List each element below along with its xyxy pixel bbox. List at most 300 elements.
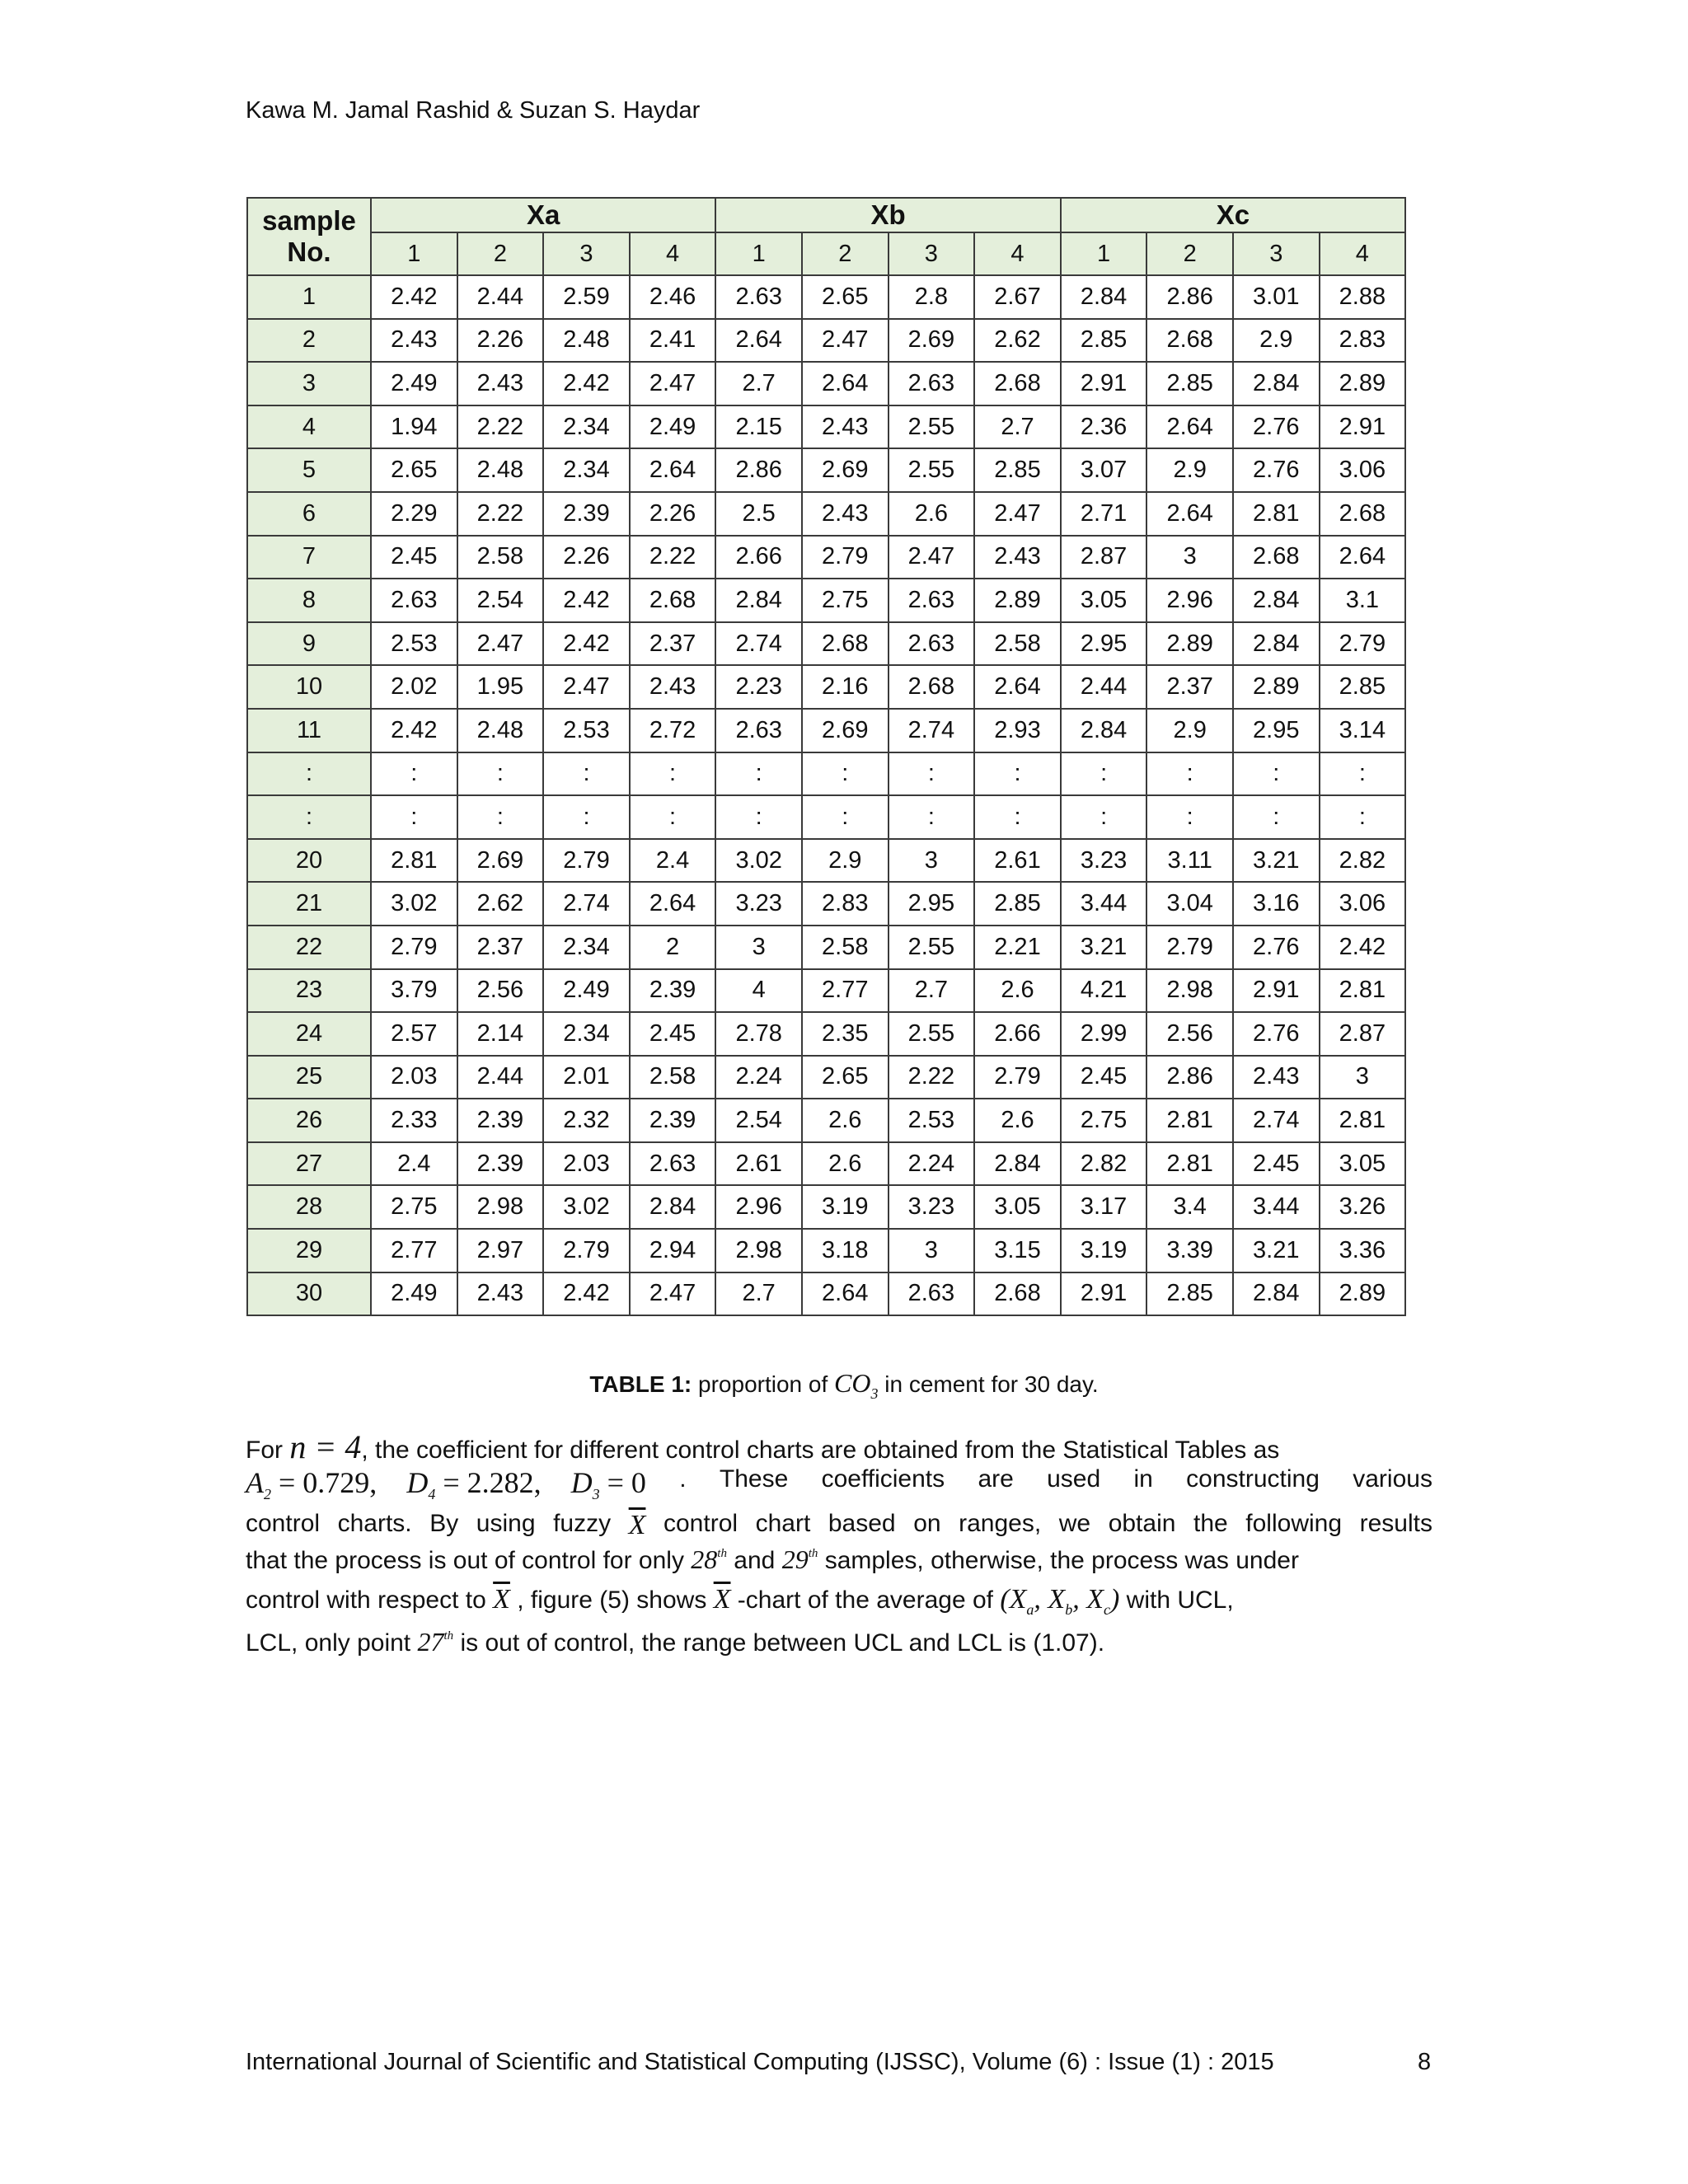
table-cell: 2.64 (1146, 405, 1233, 449)
table-cell: 2.8 (889, 275, 975, 319)
sub-header-cell: 4 (1320, 232, 1406, 275)
table-cell: : (1233, 752, 1320, 796)
table-cell: 2.24 (715, 1056, 802, 1099)
sample-number-cell: 1 (247, 275, 371, 319)
text-span: , figure (5) shows (509, 1586, 714, 1614)
table-cell: 2.4 (371, 1142, 457, 1186)
table-row (247, 752, 1405, 796)
table-cell: 2.91 (1320, 405, 1406, 449)
table-cell: : (371, 795, 457, 839)
paragraph-line-3 (246, 1510, 1432, 1541)
table-cell: 2.81 (371, 839, 457, 883)
table-cell: 2.37 (630, 622, 716, 666)
table-cell: 2.71 (1061, 492, 1147, 536)
table-cell: 2.43 (457, 362, 544, 405)
sample-number-cell: 10 (247, 665, 371, 709)
table-cell: 2.69 (889, 319, 975, 363)
text-span: LCL, only point (246, 1629, 418, 1657)
sample-number-cell: 23 (247, 969, 371, 1013)
math-d4-value: = 2.282, (435, 1466, 542, 1499)
table-cell: 2.63 (371, 579, 457, 622)
math-x-bar: $\overline{X}$ (713, 1584, 731, 1615)
caption-formula-sub: 3 (870, 1385, 879, 1402)
table-cell: 2.89 (974, 579, 1061, 622)
word: chart (755, 1510, 811, 1537)
sample-number-header (247, 198, 371, 275)
table-cell: 2.61 (974, 839, 1061, 883)
table-cell: 2.58 (974, 622, 1061, 666)
table-cell: 3.06 (1320, 448, 1406, 492)
paragraph-line-1 (246, 1427, 1279, 1466)
table-cell: 2.26 (543, 536, 630, 579)
table-cell: 3.17 (1061, 1185, 1147, 1229)
table-cell: 2.83 (802, 882, 889, 926)
math-part: , X (1034, 1584, 1066, 1615)
table-cell: 2.49 (371, 362, 457, 405)
table-cell: 2.85 (1146, 362, 1233, 405)
ordinal-28: 28 (691, 1544, 718, 1574)
table-cell: 2.89 (1320, 362, 1406, 405)
table-cell: 2.03 (543, 1142, 630, 1186)
sample-number-cell: 4 (247, 405, 371, 449)
ordinal-suffix: th (717, 1547, 727, 1560)
sub-header-cell: 2 (1146, 232, 1233, 275)
table-row (247, 1056, 1405, 1099)
table-cell: 2.55 (889, 405, 975, 449)
table-row (247, 448, 1405, 492)
table-cell: 2.47 (630, 362, 716, 405)
table-row (247, 622, 1405, 666)
math-d4: D (406, 1466, 429, 1499)
table-cell: 2.26 (457, 319, 544, 363)
table-cell: 2.84 (1061, 275, 1147, 319)
table-row (247, 319, 1405, 363)
table-cell: 2.47 (974, 492, 1061, 536)
table-cell: 4.21 (1061, 969, 1147, 1013)
table-cell: 3 (715, 926, 802, 969)
table-cell: 2.81 (1146, 1142, 1233, 1186)
word: following (1245, 1510, 1343, 1537)
table-cell: 2.89 (1146, 622, 1233, 666)
table-cell: 2.35 (802, 1012, 889, 1056)
table-cell: 2.22 (457, 492, 544, 536)
text-span: -chart of the average of (730, 1586, 1001, 1614)
table-body (247, 275, 1405, 1315)
table-cell: 2.76 (1233, 448, 1320, 492)
table-cell: : (974, 795, 1061, 839)
table-cell: 2.39 (543, 492, 630, 536)
table-cell: 2.34 (543, 405, 630, 449)
table-cell: 3.1 (1320, 579, 1406, 622)
word: we (1058, 1510, 1091, 1537)
sample-number-cell: 20 (247, 839, 371, 883)
table-cell: 2.34 (543, 1012, 630, 1056)
math-n-equals-4: n = 4 (289, 1428, 362, 1465)
table-cell: 2.68 (1320, 492, 1406, 536)
text-span: control with respect to (246, 1586, 494, 1614)
table-cell: 3.44 (1061, 882, 1147, 926)
table-cell: 2.65 (802, 1056, 889, 1099)
sample-number-cell: 22 (247, 926, 371, 969)
ordinal-suffix: th (808, 1547, 818, 1560)
table-cell: 2.63 (889, 579, 975, 622)
table-row (247, 536, 1405, 579)
table-cell: 2.43 (371, 319, 457, 363)
table-cell: 2.32 (543, 1099, 630, 1142)
table-cell: 2.81 (1233, 492, 1320, 536)
table-cell: 2.96 (715, 1185, 802, 1229)
table-cell: 2.81 (1320, 969, 1406, 1013)
table-cell: 2.75 (371, 1185, 457, 1229)
table-cell: 2.22 (630, 536, 716, 579)
table-cell: 2.63 (889, 622, 975, 666)
sample-number-cell: 8 (247, 579, 371, 622)
table-cell: 2.22 (889, 1056, 975, 1099)
table-row (247, 275, 1405, 319)
table-group-header-row (247, 198, 1405, 232)
paragraph-line-6 (246, 1627, 1104, 1657)
math-a2-sub: 2 (264, 1486, 271, 1502)
table-cell: 2.68 (1233, 536, 1320, 579)
word: control (663, 1510, 738, 1537)
table-cell: : (889, 795, 975, 839)
word: the (1193, 1510, 1228, 1537)
table-cell: 2.5 (715, 492, 802, 536)
table-cell: 2.84 (974, 1142, 1061, 1186)
table-cell: 3.14 (1320, 709, 1406, 752)
table-cell: 2.67 (974, 275, 1061, 319)
caption-text-after: in cement for 30 day. (884, 1371, 1099, 1397)
math-sub: c (1103, 1601, 1110, 1618)
table-row (247, 709, 1405, 752)
table-cell: 2.44 (457, 275, 544, 319)
table-cell: 3.02 (543, 1185, 630, 1229)
table-cell: 2.53 (889, 1099, 975, 1142)
table-cell: 2.98 (457, 1185, 544, 1229)
table-cell: 2.47 (889, 536, 975, 579)
table-cell: 2.58 (457, 536, 544, 579)
table-cell: 2.36 (1061, 405, 1147, 449)
table-cell: 2.69 (457, 839, 544, 883)
table-cell: 2.43 (802, 492, 889, 536)
sample-number-cell: : (247, 752, 371, 796)
table-cell: : (371, 752, 457, 796)
sub-header-cell: 4 (630, 232, 716, 275)
math-x-bar: $\overline{X}$ (493, 1584, 510, 1615)
table-cell: 2.63 (889, 362, 975, 405)
table-cell: 2.9 (802, 839, 889, 883)
table-cell: 2.41 (630, 319, 716, 363)
table-cell: 2.74 (889, 709, 975, 752)
table-cell: 2.81 (1320, 1099, 1406, 1142)
table-cell: 2.79 (371, 926, 457, 969)
table-cell: 2.01 (543, 1056, 630, 1099)
group-header-xb: Xb (715, 198, 1060, 232)
math-x-bar: $\overline{X}$ (628, 1510, 646, 1540)
table-cell: : (802, 752, 889, 796)
table-row (247, 839, 1405, 883)
caption-formula (834, 1368, 879, 1402)
table-cell: 2.55 (889, 448, 975, 492)
table-cell: 2.79 (974, 1056, 1061, 1099)
table-cell: 2.42 (543, 362, 630, 405)
table-cell: 2.53 (543, 709, 630, 752)
table-cell: 2.56 (457, 969, 544, 1013)
table-cell: : (543, 795, 630, 839)
word: are (978, 1465, 1014, 1493)
table-cell: 3.21 (1233, 839, 1320, 883)
table-cell: 2.74 (543, 882, 630, 926)
table-cell: : (630, 795, 716, 839)
table-cell: 2.37 (1146, 665, 1233, 709)
table-cell: 3.01 (1233, 275, 1320, 319)
table-cell: 2.49 (630, 405, 716, 449)
table-cell: 2.59 (543, 275, 630, 319)
table-cell: 2.21 (974, 926, 1061, 969)
table-cell: 2.86 (1146, 1056, 1233, 1099)
text-span: For (246, 1436, 290, 1464)
table-cell: 2.58 (630, 1056, 716, 1099)
table-cell: : (543, 752, 630, 796)
table-cell: 3 (1320, 1056, 1406, 1099)
text-span: is out of control, the range between UCL and LCL is (1.07). (453, 1629, 1105, 1657)
table-cell: 2.85 (1320, 665, 1406, 709)
table-cell: 2.42 (543, 579, 630, 622)
table-cell: 2.84 (1233, 579, 1320, 622)
table-cell: 2.77 (802, 969, 889, 1013)
word: based (828, 1510, 896, 1537)
table-row (247, 492, 1405, 536)
table-cell: 2.44 (457, 1056, 544, 1099)
table-cell: 2.46 (630, 275, 716, 319)
math-d3: D (570, 1466, 593, 1499)
data-table (246, 197, 1406, 1316)
table-cell: 2.22 (457, 405, 544, 449)
sample-number-cell: 9 (247, 622, 371, 666)
group-header-xc: Xc (1061, 198, 1405, 232)
table-cell: : (1233, 795, 1320, 839)
table-cell: 2.26 (630, 492, 716, 536)
table-cell: 2.63 (715, 275, 802, 319)
table-cell: 2.91 (1233, 969, 1320, 1013)
table-cell: 2.65 (371, 448, 457, 492)
table-cell: 2.54 (457, 579, 544, 622)
table-cell: 2.91 (1061, 1272, 1147, 1316)
table-cell: 1.94 (371, 405, 457, 449)
table-cell: 2.66 (715, 536, 802, 579)
table-cell: 2.55 (889, 1012, 975, 1056)
sample-number-cell: 7 (247, 536, 371, 579)
table-cell: 2.76 (1233, 926, 1320, 969)
math-part: (X (1000, 1584, 1027, 1615)
table-cell: 2.34 (543, 448, 630, 492)
sample-number-cell: 28 (247, 1185, 371, 1229)
table-cell: 3.23 (715, 882, 802, 926)
sample-number-cell: 25 (247, 1056, 371, 1099)
table-row (247, 1185, 1405, 1229)
table-cell: 2.76 (1233, 405, 1320, 449)
table-cell: 2.39 (630, 1099, 716, 1142)
table-cell: 2.95 (889, 882, 975, 926)
table-cell: 2.48 (457, 448, 544, 492)
table-cell: 2.87 (1061, 536, 1147, 579)
caption-formula-main: CO (834, 1368, 871, 1398)
table-cell: : (715, 752, 802, 796)
word: used (1047, 1465, 1101, 1493)
table-cell: : (457, 795, 544, 839)
table-cell: 2.15 (715, 405, 802, 449)
sub-header-cell: 1 (1061, 232, 1147, 275)
table-cell: 2.43 (457, 1272, 544, 1316)
table-cell: 2.82 (1061, 1142, 1147, 1186)
caption-text-before: proportion of (692, 1371, 835, 1397)
table-sub-header-row (247, 232, 1405, 275)
table-cell: 2.45 (1233, 1142, 1320, 1186)
math-part: ) (1109, 1584, 1120, 1615)
table-cell: 2.65 (802, 275, 889, 319)
table-cell: 2.68 (889, 665, 975, 709)
table-cell: 3.05 (1061, 579, 1147, 622)
table-cell: 3.06 (1320, 882, 1406, 926)
table-cell: 2.74 (715, 622, 802, 666)
word: charts. (337, 1510, 412, 1537)
table-cell: 2.47 (457, 622, 544, 666)
table-cell: 2.7 (715, 1272, 802, 1316)
table-row (247, 579, 1405, 622)
table-cell: 2.95 (1233, 709, 1320, 752)
sub-header-cell: 2 (457, 232, 544, 275)
table-cell: 2.84 (1233, 622, 1320, 666)
table-cell: 3 (889, 839, 975, 883)
table-cell: 2.7 (974, 405, 1061, 449)
table-cell: 2.99 (1061, 1012, 1147, 1056)
word: control (246, 1510, 321, 1537)
table-cell: 2.43 (974, 536, 1061, 579)
table-cell: 2 (630, 926, 716, 969)
sample-number-cell: 24 (247, 1012, 371, 1056)
table-row (247, 405, 1405, 449)
coefficient-formulas (246, 1465, 646, 1503)
word: various (1353, 1465, 1432, 1493)
table-cell: 2.68 (1146, 319, 1233, 363)
table-cell: 2.39 (630, 969, 716, 1013)
table-cell: 2.97 (457, 1229, 544, 1272)
text-span: , the coefficient for different control charts are obtained from the Statistical Tables as (361, 1436, 1280, 1464)
table-cell: 2.29 (371, 492, 457, 536)
table-cell: 2.96 (1146, 579, 1233, 622)
word: fuzzy (553, 1510, 612, 1537)
table-cell: 2.42 (1320, 926, 1406, 969)
table-cell: 2.91 (1061, 362, 1147, 405)
text-span: that the process is out of control for only (246, 1547, 692, 1574)
table-cell: 3.02 (371, 882, 457, 926)
table-cell: 2.6 (889, 492, 975, 536)
table-cell: 2.02 (371, 665, 457, 709)
table-cell: 2.87 (1320, 1012, 1406, 1056)
table-cell: 2.49 (371, 1272, 457, 1316)
table-cell: 2.43 (1233, 1056, 1320, 1099)
table-cell: 3.04 (1146, 882, 1233, 926)
table-cell: 2.93 (974, 709, 1061, 752)
table-cell: 2.16 (802, 665, 889, 709)
table-cell: 2.63 (630, 1142, 716, 1186)
table-row (247, 795, 1405, 839)
table-cell: 2.58 (802, 926, 889, 969)
table-cell: 2.64 (630, 882, 716, 926)
table-cell: 2.42 (543, 622, 630, 666)
page-number: 8 (1418, 2049, 1432, 2075)
math-a2: A (246, 1466, 264, 1499)
table-cell: 3.07 (1061, 448, 1147, 492)
table-cell: 2.63 (715, 709, 802, 752)
sample-number-cell: : (247, 795, 371, 839)
table-cell: 3.21 (1061, 926, 1147, 969)
table-cell: 2.79 (1146, 926, 1233, 969)
table-cell: 2.79 (1320, 622, 1406, 666)
table-cell: 2.7 (889, 969, 975, 1013)
table-row (247, 665, 1405, 709)
running-header: Kawa M. Jamal Rashid & Suzan S. Haydar (246, 97, 701, 124)
table-cell: 2.66 (974, 1012, 1061, 1056)
table-cell: : (715, 795, 802, 839)
table-cell: 2.84 (1233, 362, 1320, 405)
text-span: with UCL, (1119, 1586, 1234, 1614)
table-cell: : (457, 752, 544, 796)
sub-header-cell: 3 (1233, 232, 1320, 275)
table-cell: 3 (889, 1229, 975, 1272)
table-cell: : (1146, 795, 1233, 839)
table-cell: 2.79 (543, 839, 630, 883)
table-cell: 3.05 (1320, 1142, 1406, 1186)
table-cell: 2.68 (974, 362, 1061, 405)
sample-header-line2: No. (287, 237, 331, 267)
ordinal-27: 27 (417, 1627, 444, 1657)
table-row (247, 1012, 1405, 1056)
sub-header-cell: 3 (889, 232, 975, 275)
table-cell: 2.48 (457, 709, 544, 752)
table-cell: 2.83 (1320, 319, 1406, 363)
table-cell: 2.9 (1233, 319, 1320, 363)
table-cell: 3.4 (1146, 1185, 1233, 1229)
table-cell: 2.84 (715, 579, 802, 622)
table-cell: 2.43 (630, 665, 716, 709)
math-a2-value: = 0.729, (271, 1466, 377, 1499)
table-cell: 2.84 (630, 1185, 716, 1229)
table-cell: 2.57 (371, 1012, 457, 1056)
table-cell: 2.43 (802, 405, 889, 449)
table-cell: 2.74 (1233, 1099, 1320, 1142)
math-average-xa-xb-xc (1000, 1584, 1120, 1618)
table-cell: 2.79 (802, 536, 889, 579)
table-cell: 2.03 (371, 1056, 457, 1099)
table-cell: 3.26 (1320, 1185, 1406, 1229)
math-sub: b (1065, 1601, 1073, 1618)
table-cell: 2.89 (1233, 665, 1320, 709)
table-cell: 2.53 (371, 622, 457, 666)
sample-header-line1: sample (262, 205, 356, 236)
table-cell: 2.42 (543, 1272, 630, 1316)
table-cell: 2.94 (630, 1229, 716, 1272)
table-row (247, 362, 1405, 405)
table-cell: 2.6 (802, 1099, 889, 1142)
table-cell: 3.16 (1233, 882, 1320, 926)
group-header-xa: Xa (371, 198, 715, 232)
table-cell: 2.42 (371, 275, 457, 319)
table-cell: 2.37 (457, 926, 544, 969)
word: results (1359, 1510, 1432, 1537)
table-cell: 2.86 (1146, 275, 1233, 319)
table-cell: 2.76 (1233, 1012, 1320, 1056)
